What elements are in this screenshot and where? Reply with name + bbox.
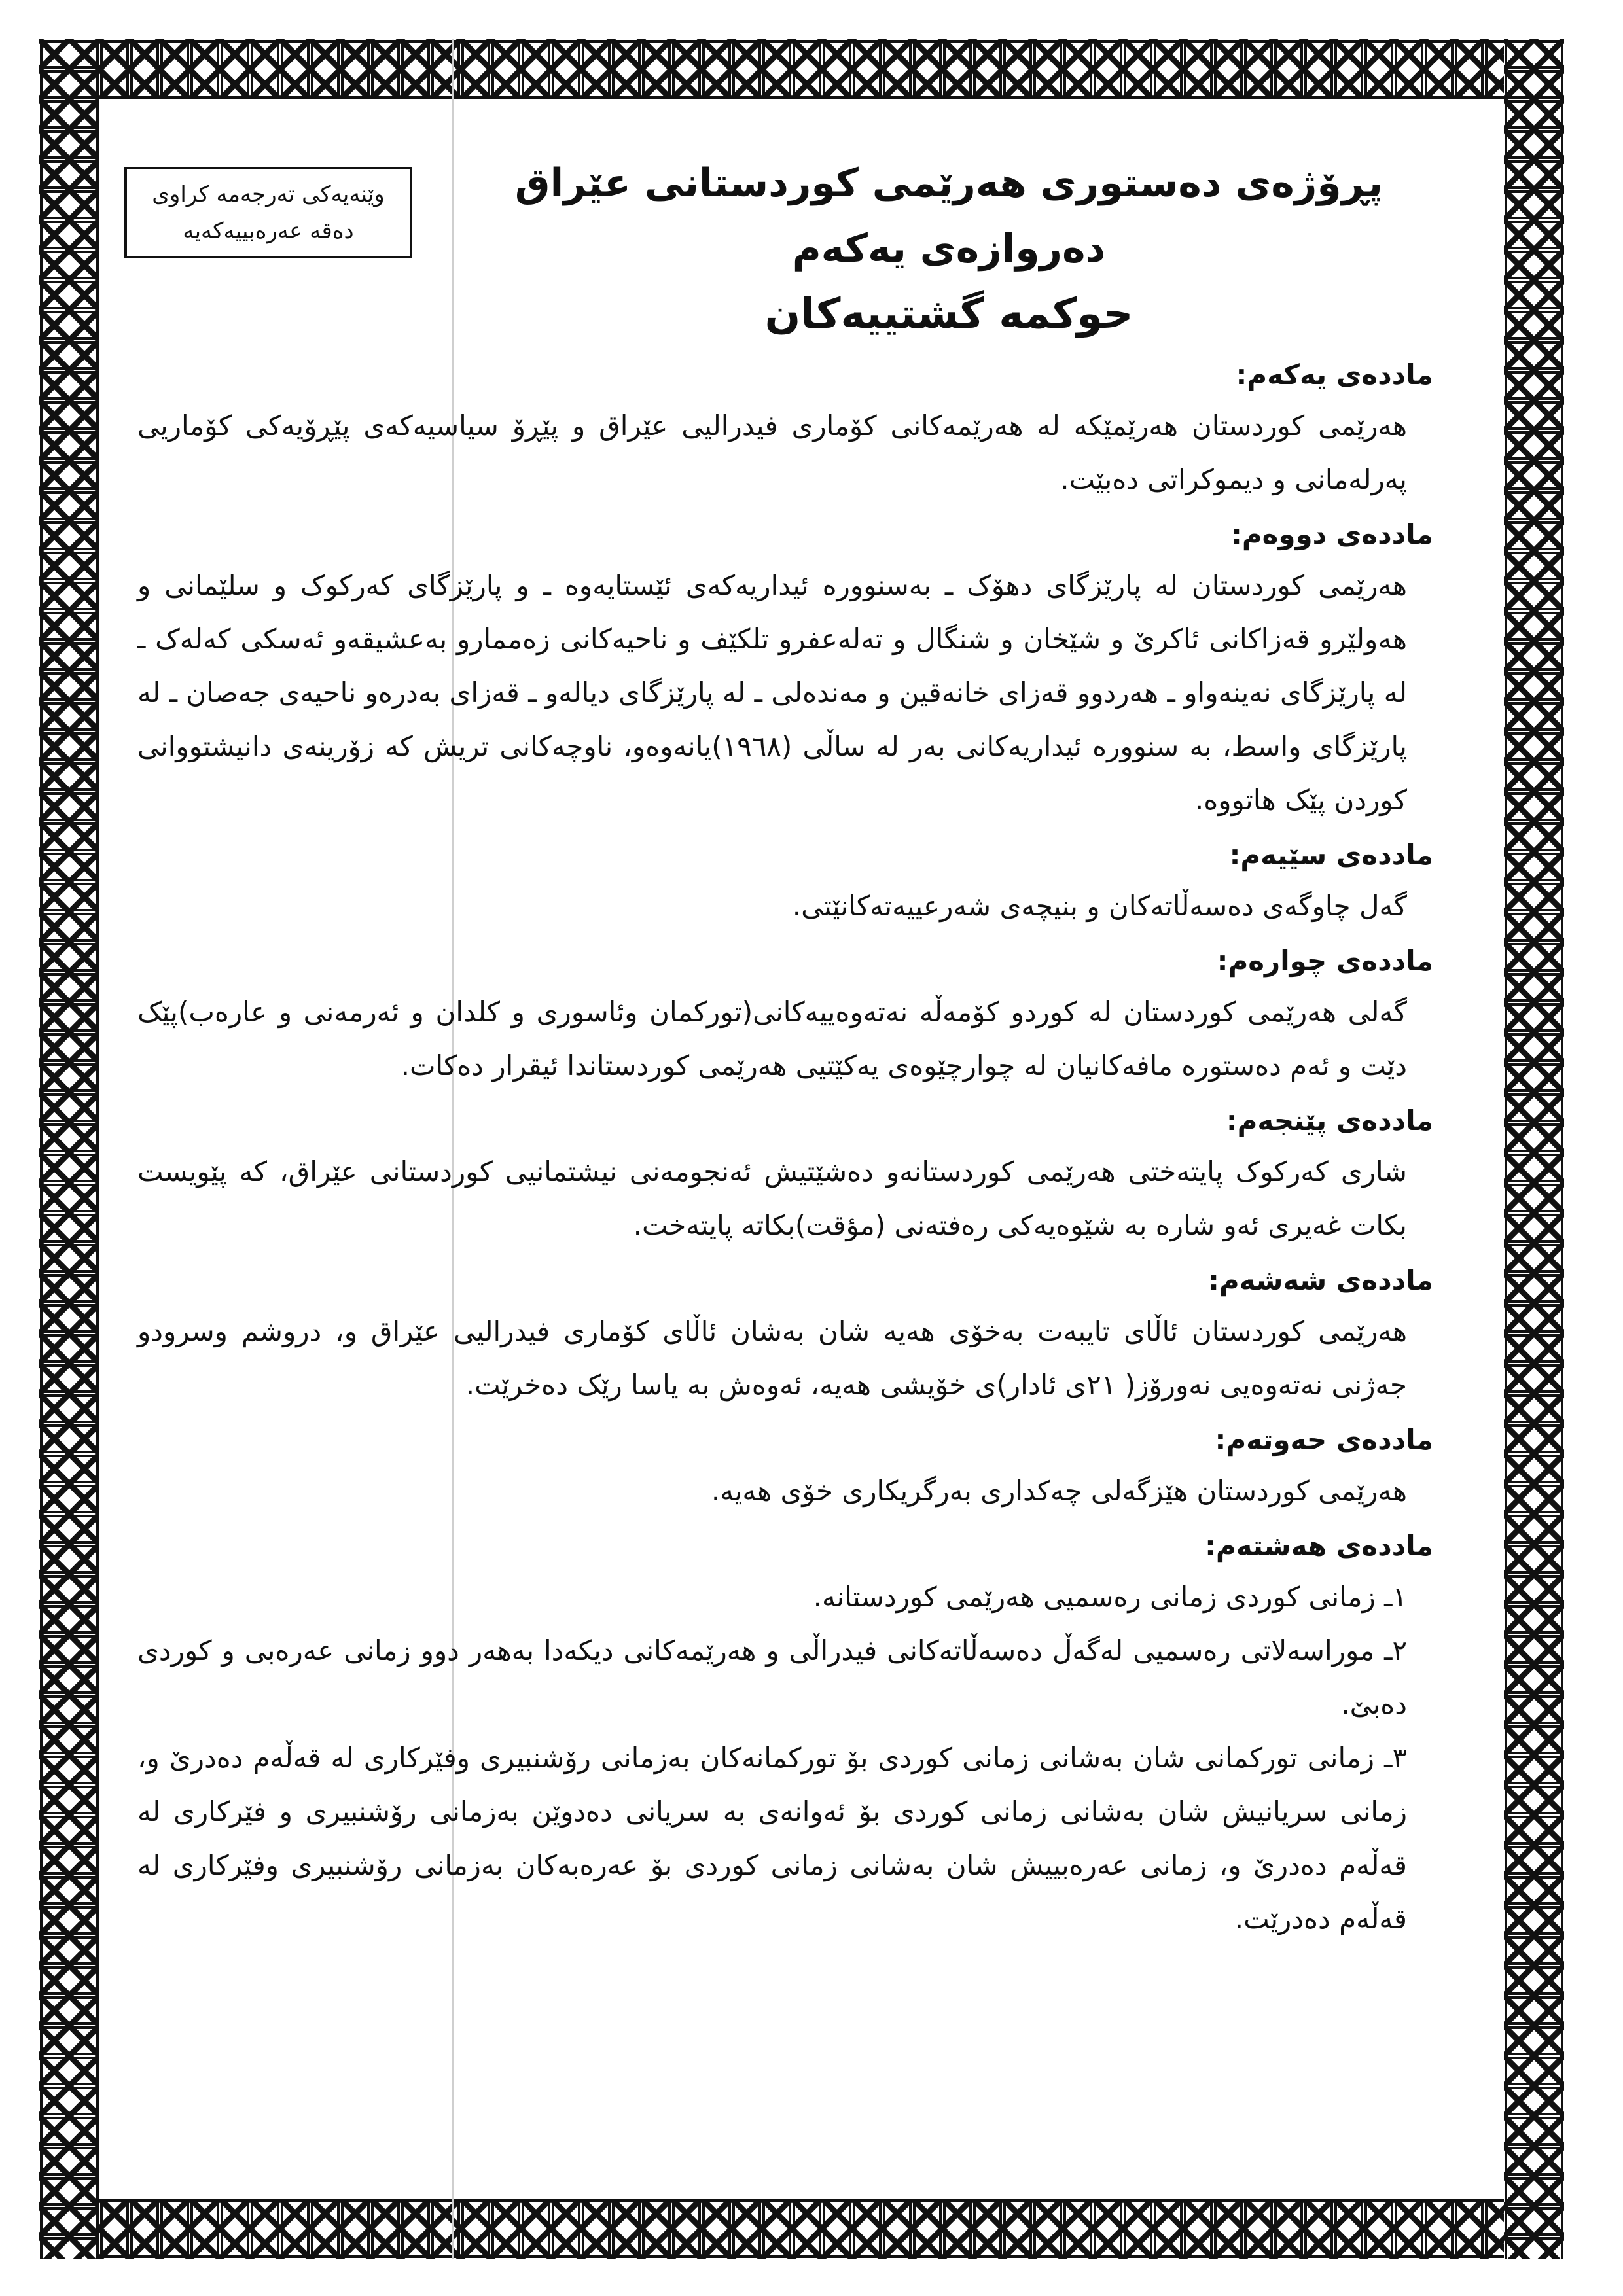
ornamental-border-top (39, 39, 1564, 99)
article-title: ماددەی سێیەم: (1229, 839, 1433, 871)
article-item: ٢ـ موراسەلاتی رەسمیی لەگەڵ دەسەڵاتەکانی فیدراڵی و هەرێمەکانی دیکەدا بەهەر دوو زمانی عەرەبی و کوردی دەبێ. (137, 1634, 1407, 1720)
article-6 (137, 1256, 1433, 1412)
document-title: پڕۆژەی دەستوری هەرێمی کوردستانی عێراق (514, 160, 1383, 206)
article-text: هەرێمی کوردستان هێزگەلی چەکداری بەرگریکاری خۆی هەیە. (711, 1475, 1407, 1507)
article-title: ماددەی چوارەم: (1217, 945, 1433, 977)
article-text: گەل چاوگەی دەسەڵاتەکان و بنیچەی شەرعییەتەکانێتی. (792, 890, 1407, 922)
article-title: ماددەی پێنجەم: (1226, 1104, 1433, 1137)
article-3 (137, 831, 1433, 933)
section-heading: دەروازەی یەکەم (792, 226, 1106, 272)
stamp-line-1: وێنەیەکی تەرجەمە کراوی (152, 181, 385, 207)
article-title: ماددەی شەشەم: (1208, 1264, 1433, 1296)
document-body (137, 150, 1433, 1946)
article-title: ماددەی حەوتەم: (1215, 1424, 1433, 1456)
article-7 (137, 1416, 1433, 1518)
ornamental-border-right (1504, 39, 1564, 2259)
stamp-line-2: دەقە عەرەبییەکەیە (183, 218, 354, 244)
article-item: ١ـ زمانی کوردی زمانی رەسمیی هەرێمی کوردستانە. (813, 1581, 1407, 1613)
article-text: هەرێمی کوردستان هەرێمێکە لە هەرێمەکانی کۆماری فیدرالیی عێراق و پێڕۆ سیاسیەکەی پێڕۆیەکی کۆماریی پەرلەمانی و دیموکراتی دەبێت. (137, 410, 1407, 495)
article-item: ٣ـ زمانی تورکمانی شان بەشانی زمانی کوردی بۆ تورکمانەکان بەزمانی رۆشنبیری وفێرکاری لە قەڵەم دەدرێ و، زمانی سریانیش شان بەشانی زمانی کوردی بۆ ئەوانەی بە سریانی دەدوێن بەزمانی رۆشنبیری و فێرکاری لە قەڵەم دەدرێ و، زمانی عەرەبییش شان بەشانی زمانی کوردی بۆ عەرەبەکان بەزمانی رۆشنبیری وفێرکاری لە قەڵەم دەدرێت. (137, 1742, 1407, 1935)
subsection-heading: حوکمە گشتییەکان (764, 290, 1133, 338)
article-1 (137, 351, 1433, 506)
article-text: هەرێمی کوردستان ئاڵای تایبەت بەخۆی هەیە شان بەشان ئاڵای کۆماری فیدرالیی عێراق و، دروشم وسرودو جەژنی نەتەوەیی نەورۆز( ٢١ی ئادار)ی خۆیشی هەیە، ئەوەش بە یاسا رێک دەخرێت. (137, 1315, 1407, 1401)
article-text: گەلی هەرێمی کوردستان لە کوردو کۆمەڵە نەتەوەییەکانی(تورکمان وئاسوری و کلدان و ئەرمەنی و عارەب)پێک دێت و ئەم دەستوره مافەکانیان لە چوارچێوەی یەکێتیی هەرێمی کوردستاندا ئیقرار دەکات. (137, 996, 1407, 1082)
article-4 (137, 937, 1433, 1093)
article-title: ماددەی دووەم: (1231, 518, 1433, 550)
article-text: شاری کەرکوک پایتەختی هەرێمی کوردستانەو دەشێتیش ئەنجومەنی نیشتمانیی کوردستانی عێراق، کە پێویست بکات غەیری ئەو شاره بە شێوەیەکی رەفتەنی (مؤقت)بکاتە پایتەخت. (137, 1156, 1407, 1241)
document-headings (465, 150, 1433, 347)
article-2 (137, 510, 1433, 827)
article-8 (137, 1522, 1433, 1946)
article-text: هەرێمی کوردستان لە پارێزگای دهۆک ـ بەسنووره ئیداریەکەی ئێستایەوه ـ و پارێزگای کەرکوک و سلێمانی و هەولێرو قەزاکانی ئاکرێ و شێخان و شنگال و تەلەعفرو تلکێف و ناحیەکانی زەممارو بەعشیقەو ئەسکی کەلەک ـ لە پارێزگای نەینەواو ـ هەردوو قەزای خانەقین و مەندەلی ـ لە پارێزگای دیالەو ـ قەزای بەدرەو ناحیەی جەصان ـ لە پارێزگای واسط، بە سنووره ئیداریەکانی بەر لە ساڵی (١٩٦٨)یانەوەو، ناوچەکانی تریش کە زۆرینەی دانیشتووانی کوردن پێک هاتووە. (137, 569, 1407, 816)
ornamental-border-bottom (39, 2199, 1564, 2259)
article-title: ماددەی یەکەم: (1236, 359, 1433, 391)
article-title: ماددەی هەشتەم: (1205, 1530, 1433, 1562)
article-5 (137, 1097, 1433, 1252)
ornamental-border-left (39, 39, 99, 2259)
